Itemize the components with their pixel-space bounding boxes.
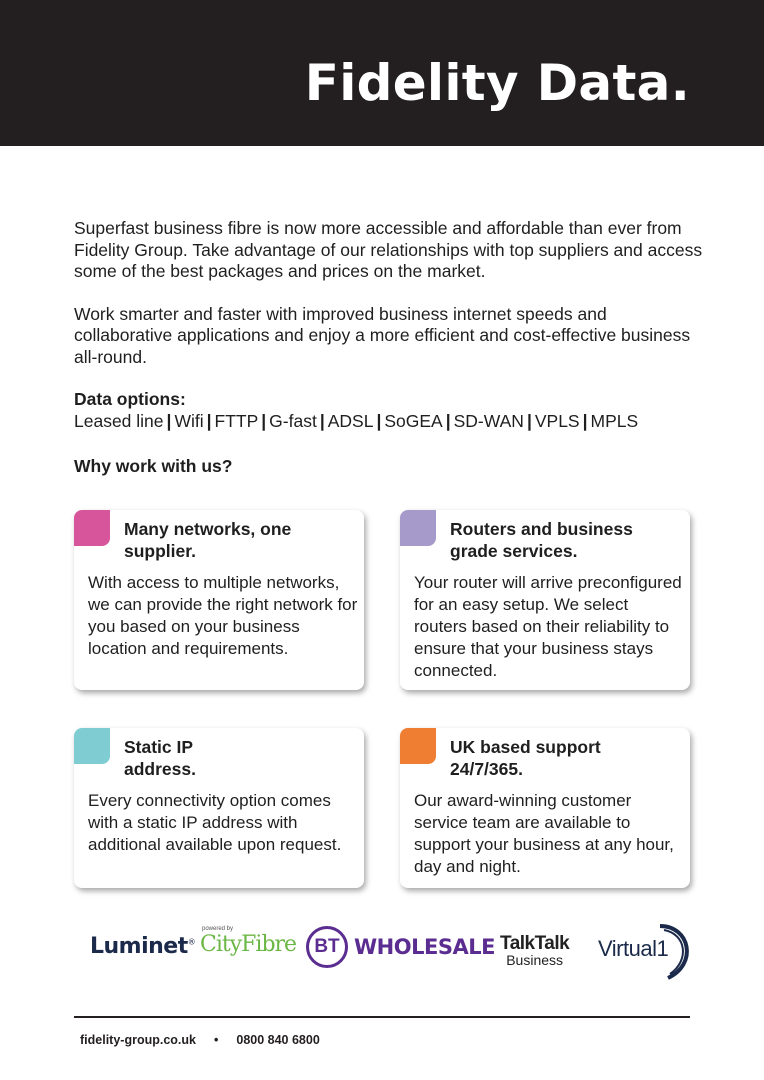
footer-phone[interactable]: 0800 840 6800	[236, 1033, 320, 1047]
data-option-item: ADSL	[327, 410, 374, 431]
talktalk-logo	[500, 933, 570, 968]
virtual1-swoosh-icon	[598, 920, 694, 982]
luminet-registered-mark: ®	[187, 937, 196, 947]
card-title: Many networks, one supplier.	[124, 519, 292, 561]
data-option-item: VPLS	[534, 410, 580, 431]
card-body: Your router will arrive preconfigured for an easy setup. We select routers based on their reliability to ensure that your business stays connected.	[414, 573, 682, 680]
partner-logos	[74, 916, 694, 986]
card-accent-tab	[74, 510, 110, 546]
cityfibre-powered-by: powered by	[202, 926, 234, 932]
card-title: UK based support 24/7/365.	[450, 737, 601, 779]
header-banner	[0, 0, 764, 146]
option-separator: |	[445, 410, 451, 431]
option-separator: |	[319, 410, 325, 431]
talktalk-wordmark: TalkTalk	[500, 933, 570, 954]
card-accent-tab	[400, 728, 436, 764]
card-accent-tab	[74, 728, 110, 764]
card-uk-support	[400, 728, 690, 888]
option-separator: |	[582, 410, 588, 431]
footer-website[interactable]: fidelity-group.co.uk	[80, 1033, 196, 1047]
option-separator: |	[261, 410, 267, 431]
cityfibre-logo	[200, 926, 296, 957]
data-option-item: SoGEA	[384, 410, 443, 431]
intro-paragraph-1: Superfast business fibre is now more accessible and affordable than ever from Fidelity Group. Take advantage of our relationships with top suppliers and access some of the best packages and prices on the market.	[74, 218, 703, 281]
bt-circle-mark: BT	[306, 926, 348, 968]
card-title: Routers and business grade services.	[450, 519, 633, 561]
intro-section	[74, 218, 704, 432]
data-option-item: Leased line	[74, 410, 164, 431]
card-body: Our award-winning customer service team are available to support your business at any hour, day and night.	[414, 791, 674, 876]
option-separator: |	[166, 410, 172, 431]
card-accent-tab	[400, 510, 436, 546]
why-heading: Why work with us?	[74, 456, 233, 476]
option-separator: |	[526, 410, 532, 431]
data-option-item: SD-WAN	[453, 410, 524, 431]
page-title: Fidelity Data.	[304, 54, 690, 112]
data-option-item: MPLS	[590, 410, 639, 431]
data-options-heading: Data options:	[74, 389, 186, 409]
luminet-logo	[90, 934, 195, 959]
virtual1-wordmark: Virtual1	[598, 936, 669, 961]
card-title: Static IP address.	[124, 737, 196, 779]
card-many-networks	[74, 510, 364, 690]
footer-bullet: •	[213, 1033, 219, 1047]
cityfibre-wordmark: CityFibre	[200, 932, 297, 957]
card-body: With access to multiple networks, we can provide the right network for you based on your business location and requirements.	[88, 573, 358, 658]
option-separator: |	[206, 410, 212, 431]
data-option-item: G-fast	[269, 410, 317, 431]
data-option-item: Wifi	[174, 410, 204, 431]
talktalk-business: Business	[506, 952, 564, 968]
data-option-item: FTTP	[214, 410, 259, 431]
intro-paragraph-2: Work smarter and faster with improved business internet speeds and collaborative applications and enjoy a more efficient and cost-effective business all-round.	[74, 303, 691, 367]
card-routers	[400, 510, 690, 690]
footer	[80, 1033, 320, 1047]
bt-wholesale-logo	[306, 926, 495, 968]
virtual1-logo	[598, 920, 694, 982]
data-options-list	[74, 411, 704, 433]
card-body: Every connectivity option comes with a static IP address with additional available upon request.	[88, 791, 342, 854]
bt-wordmark: WHOLESALE	[354, 935, 495, 959]
card-static-ip	[74, 728, 364, 888]
option-separator: |	[376, 410, 382, 431]
luminet-wordmark: Luminet	[90, 934, 188, 959]
footer-divider	[74, 1016, 690, 1018]
